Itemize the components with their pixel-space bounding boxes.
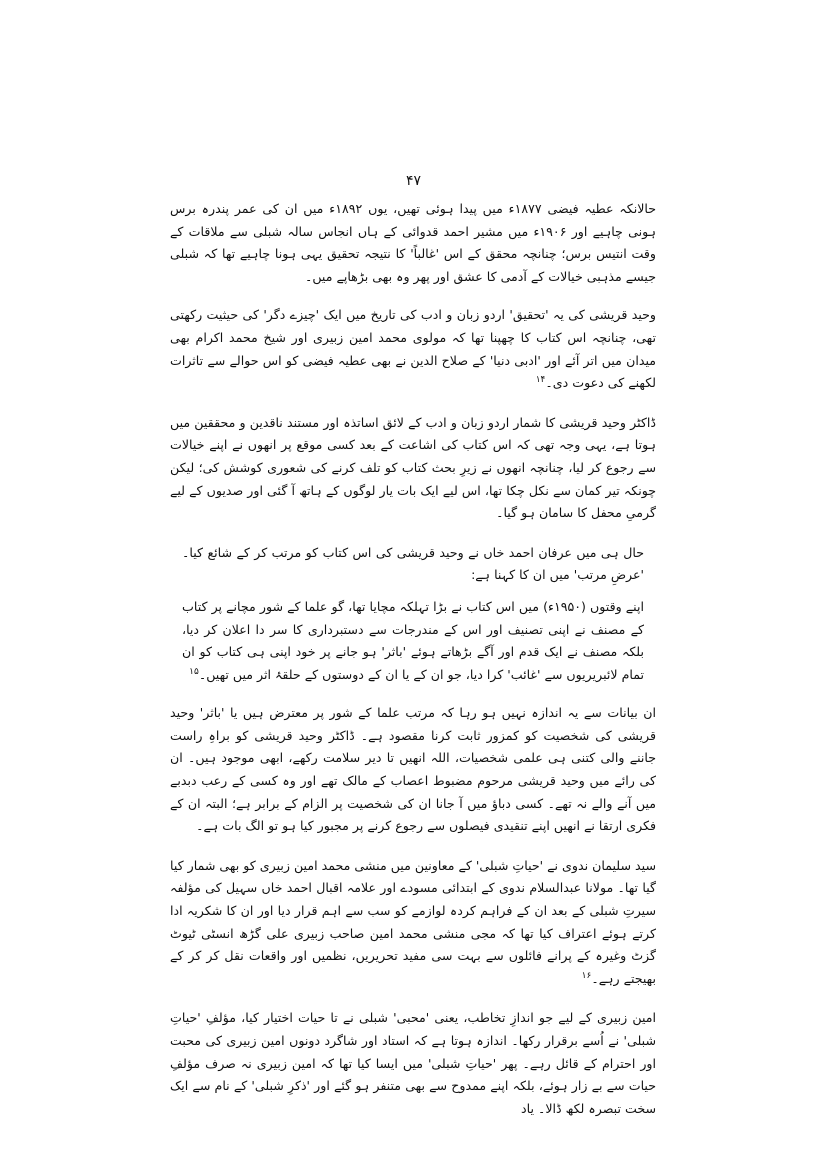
paragraph-5-text: سید سلیمان ندوی نے 'حیاتِ شبلی' کے معاونین میں منشی محمد امین زبیری کو بھی شمار کیا گیا تھا۔ مولانا عبدالسلام ندوی کے ابتدائی مسودے اور علامہ اقبال احمد خاں سہیل کی مؤلفہ سیرتِ شبلی کے بعد ان کے فراہم کردہ لوازمے کو سب سے اہم قرار دیا اور ان کا شکریہ ادا کرتے ہوئے اعتراف کیا تھا کہ مجی منشی محمد امین صاحب زبیری علی گڑھ انسٹی ٹیوٹ گزٹ وغیرہ کے پرانے فائلوں سے بہت سی مفید تحریریں، نظمیں اور واقعات نقل کر کر کے بھیجتے رہے۔ [170,857,656,986]
block-quote-text: اپنے وقتوں (۱۹۵۰ء) میں اس کتاب نے بڑا تہلکہ مچایا تھا، گو علما کے شور مچانے پر کتاب کے مصنف نے اپنی تصنیف اور اس کے مندرجات سے دستبرداری کا سر دا اعلان کر دیا، بلکہ مصنف نے ایک قدم اور آگے بڑھاتے ہوئے 'باثر' ہو جانے پر خود اپنی ہی کتاب کو ان تمام لائبریریوں سے 'غائب' کرا دیا، جو ان کے یا ان کے دوستوں کے حلقۂ اثر میں تھیں۔ [182,598,644,682]
paragraph-4-text: ان بیانات سے یہ اندازہ نہیں ہو رہا کہ مرتب علما کے شور پر معترض ہیں یا 'باثر' وحید قریشی کی شخصیت کو کمزور ثابت کرنا مقصود ہے۔ ڈاکٹر وحید قریشی کو براہِ راست جاننے والی کتنی ہی علمی شخصیات، اللہ انھیں تا دیر سلامت رکھے، ابھی موجود ہیں۔ ان کی رائے میں وحید قریشی مرحوم مضبوط اعصاب کے مالک تھے اور وہ کسی کے رعب دبدبے میں آنے والے نہ تھے۔ کسی دباؤ میں آ جانا ان کی شخصیت پر الزام کے برابر ہے؛ البتہ ان کے فکری ارتقا نے انھیں اپنے تنقیدی فیصلوں سے رجوع کرنے پر مجبور کیا ہو تو الگ بات ہے۔ [170,705,656,834]
footnote-ref-16: ۱۶ [581,970,592,981]
paragraph-2-text: وحید قریشی کی یہ 'تحقیق' اردو زبان و ادب کی تاریخ میں ایک 'چیزے دگر' کی حیثیت رکھتی تھی، چنانچہ اس کتاب کا چھپنا تھا کہ مولوی محمد امین زبیری اور شیخ محمد اکرام بھی میدان میں اتر آئے اور 'ادبی دنیا' کے صلاح الدین نے بھی عطیہ فیضی کو اس حوالے سے تاثرات لکھنے کی دعوت دی۔ [170,307,656,391]
page-body [170,198,656,1137]
page-number: ۴۷ [405,173,422,189]
paragraph-4 [170,702,656,838]
paragraph-6 [170,1007,656,1120]
paragraph-5 [170,855,656,991]
paragraph-1 [170,198,656,288]
quote-intro [182,542,644,587]
paragraph-2 [170,304,656,394]
footnote-ref-15: ۱۵ [189,666,199,677]
paragraph-3-text: ڈاکٹر وحید قریشی کا شمار اردو زبان و ادب کے لائق اساتذہ اور مستند ناقدین و محققین میں ہوتا ہے، یہی وجہ تھی کہ اس کتاب کی اشاعت کے بعد کسی موقع پر انھوں نے اپنے خیالات سے رجوع کر لیا، چنانچہ انھوں نے زیرِ بحث کتاب کو تلف کرنے کی شعوری کوشش کی؛ لیکن چونکہ تیر کمان سے نکل چکا تھا، اس لیے ایک بات یار لوگوں کے ہاتھ آ گئی اور صدیوں کے لیے گرمیِ محفل کا سامان ہو گیا۔ [170,414,656,521]
paragraph-3 [170,412,656,525]
paragraph-6-text: امین زبیری کے لیے جو اندازِ تخاطب، یعنی 'محبی' شبلی نے تا حیات اختیار کیا، مؤلفِ 'حیاتِ شبلی' نے اُسے برقرار رکھا۔ اندازہ ہوتا ہے کہ استاد اور شاگرد دونوں امین زبیری کی محبت اور احترام کے قائل رہے۔ پھر 'حیاتِ شبلی' میں ایسا کیا تھا کہ امین زبیری نہ صرف مؤلفِ حیات سے بے زار ہوئے، بلکہ اپنے ممدوح سے بھی متنفر ہو گئے اور 'ذکرِ شبلی' کے نام سے ایک سخت تبصرہ لکھ ڈالا۔ یاد [170,1010,656,1116]
paragraph-1-text: حالانکہ عطیہ فیضی ۱۸۷۷ء میں پیدا ہوئی تھیں، یوں ۱۸۹۲ء میں ان کی عمر پندرہ برس ہونی چاہیے اور ۱۹۰۶ء میں مشیر احمد قدوائی کے ہاں انجاس سالہ شبلی سے ملاقات کے وقت انتیس برس؛ چنانچہ محقق کے اس 'غالباً' کا نتیجہ تحقیق یہی ہونا چاہیے تھا کہ شبلی جیسے مذہبی خیالات کے آدمی کا عشق اور پھر وہ بھی بڑھاپے میں۔ [170,201,656,284]
quotation-block [182,542,644,687]
block-quote [182,596,644,686]
footnote-ref-14: ۱۴ [535,374,546,385]
quote-intro-text: حال ہی میں عرفان احمد خاں نے وحید قریشی کی اس کتاب کو مرتب کر کے شائع کیا۔ 'عرضِ مرتب' میں ان کا کہنا ہے: [182,544,644,583]
